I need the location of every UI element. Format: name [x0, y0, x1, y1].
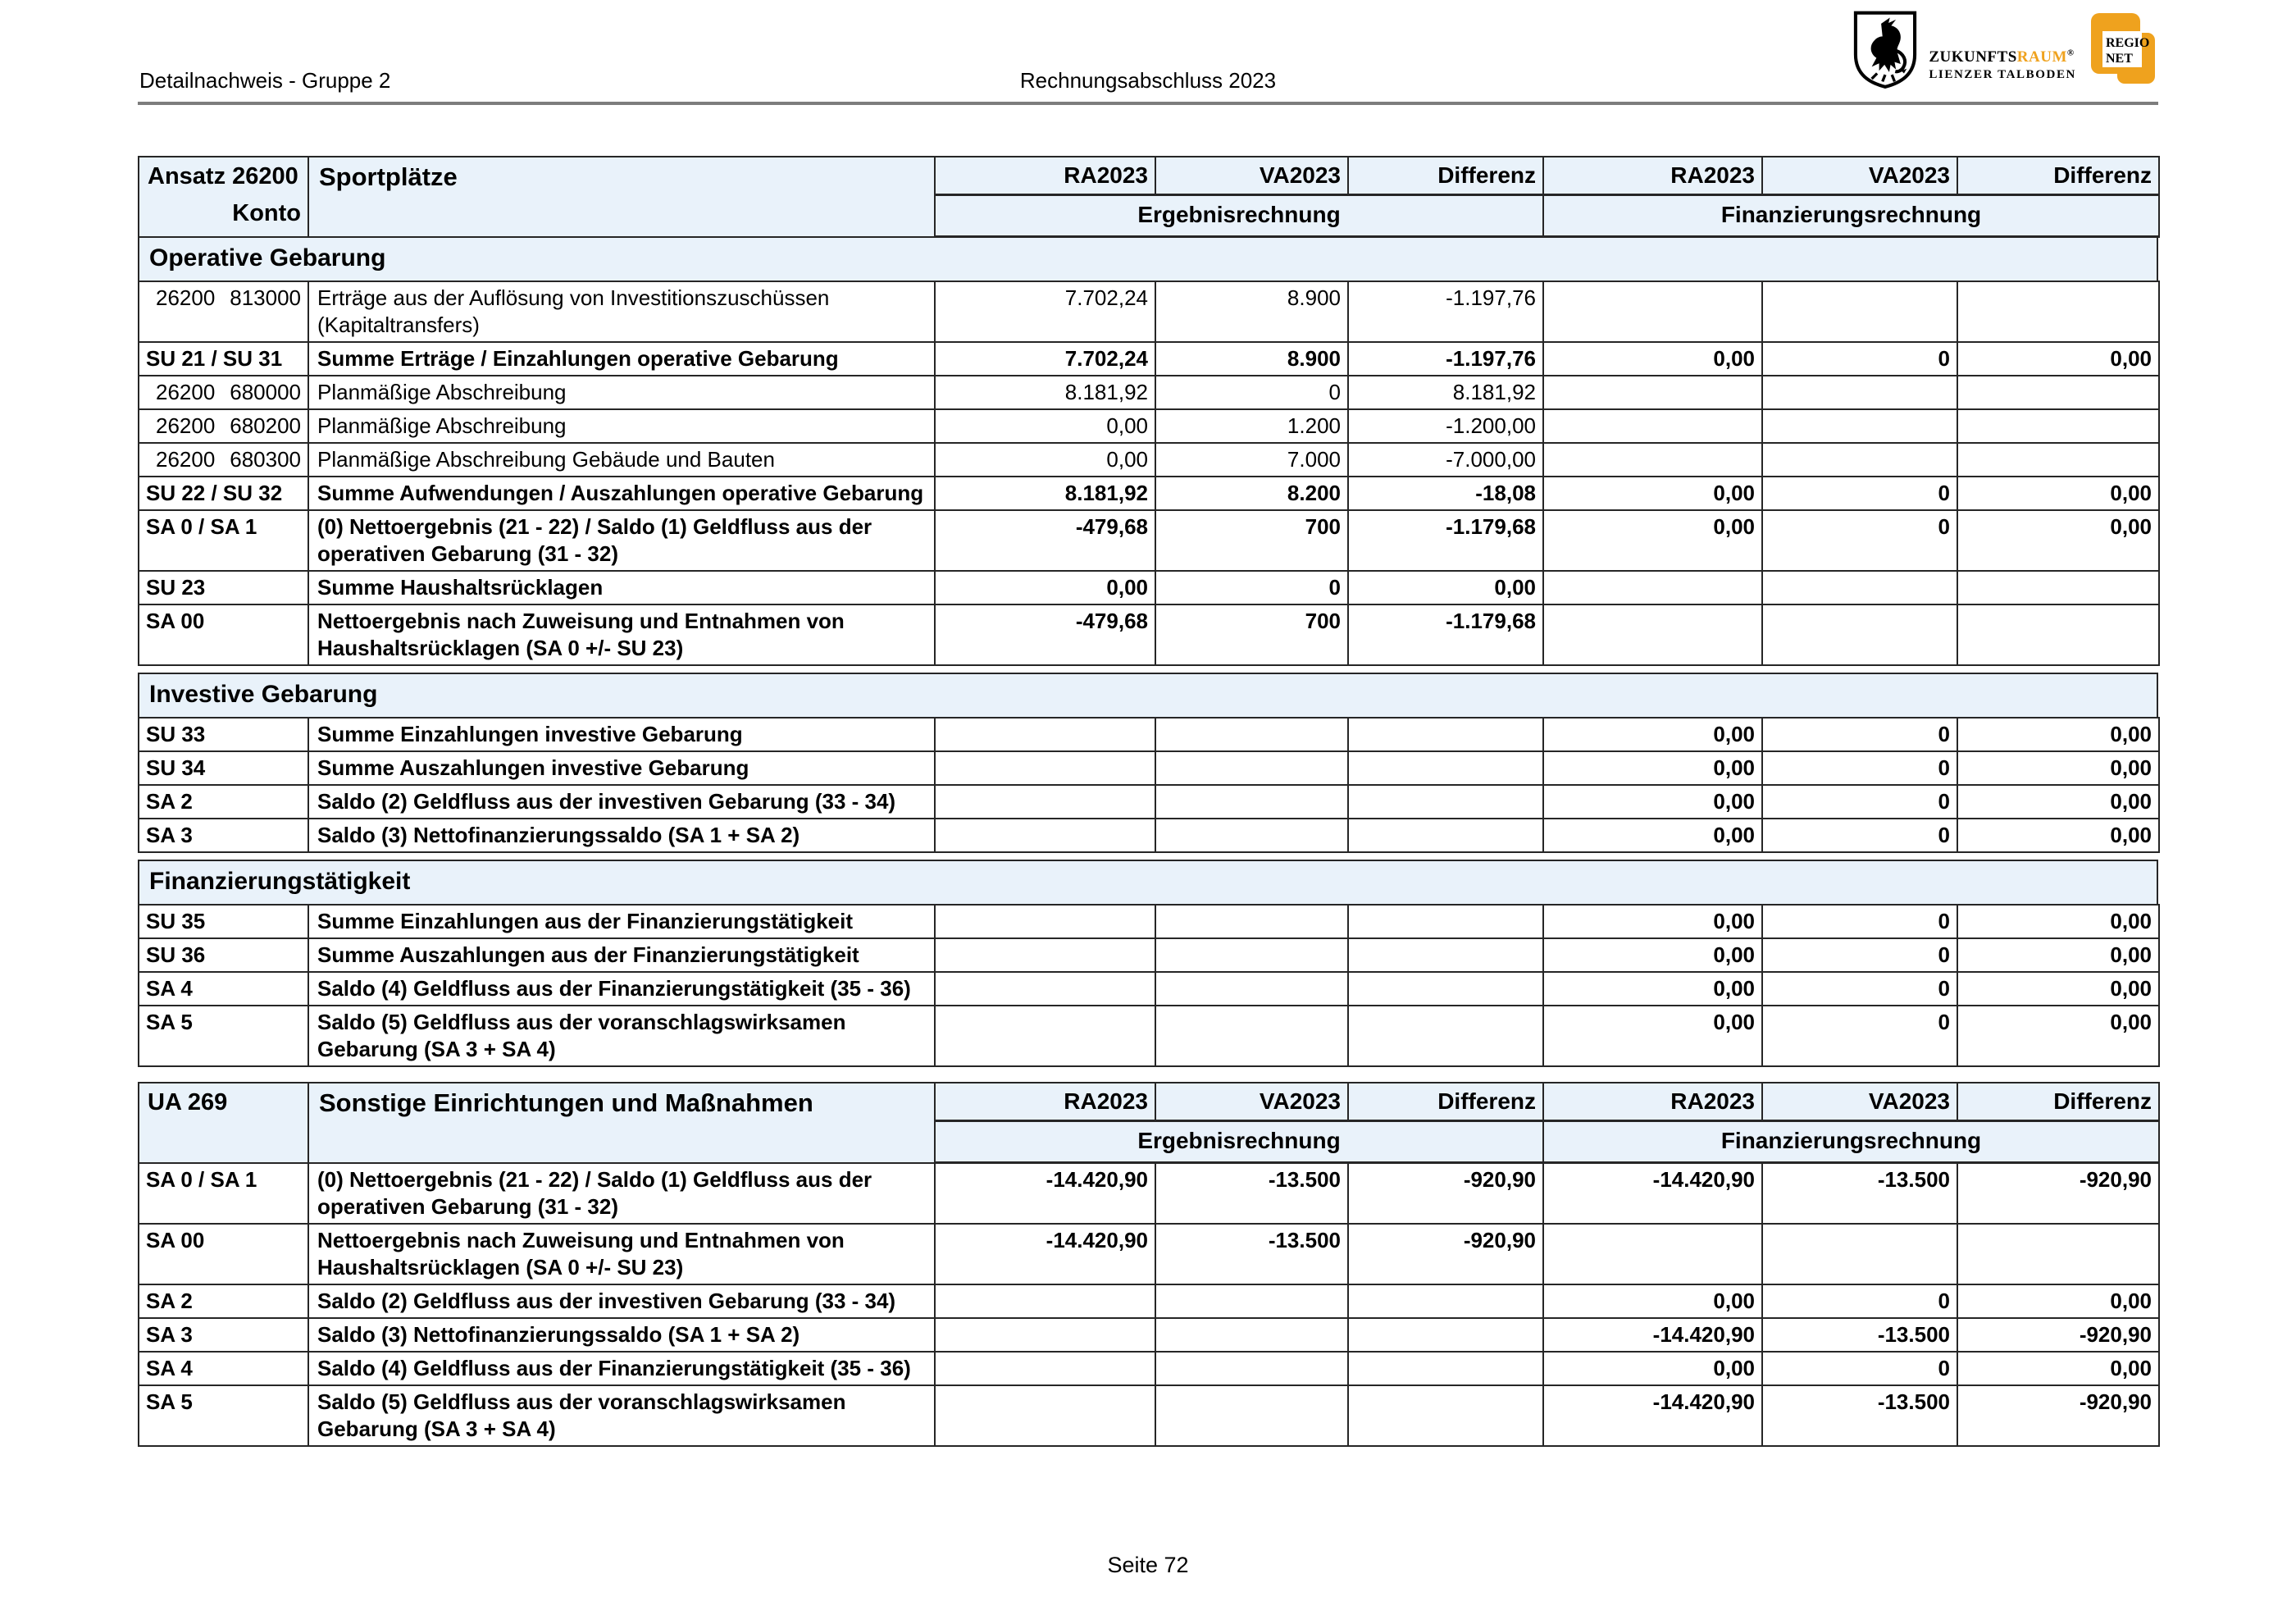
value-cell: 8.900	[1155, 281, 1348, 342]
value-cell: 0,00	[1543, 1006, 1762, 1066]
value-cell	[1348, 785, 1543, 819]
code-cell: SA 00	[139, 1224, 308, 1284]
section-band-finanzierungstaetigkeit: Finanzierungstätigkeit	[138, 860, 2158, 906]
column-header-ra2023: RA2023	[1543, 1083, 1762, 1121]
value-cell: -14.420,90	[1543, 1385, 1762, 1446]
value-cell	[1155, 972, 1348, 1006]
value-cell	[1348, 718, 1543, 751]
value-cell: 0,00	[1957, 972, 2159, 1006]
code-cell: SA 00	[139, 604, 308, 665]
description-cell: Saldo (4) Geldfluss aus der Finanzierungstätigkeit (35 - 36)	[308, 972, 935, 1006]
value-cell: 8.181,92	[1348, 376, 1543, 409]
value-cell: 0,00	[1543, 477, 1762, 510]
value-cell: 0,00	[1543, 819, 1762, 852]
table-row	[139, 819, 2159, 852]
value-cell	[1155, 751, 1348, 785]
value-cell	[1762, 409, 1957, 443]
code-cell	[139, 409, 308, 443]
konto-number: 680000	[230, 380, 301, 404]
table2-header	[138, 1082, 2160, 1164]
table-row	[139, 1352, 2159, 1385]
table-row	[139, 376, 2159, 409]
description-cell: Planmäßige Abschreibung	[308, 376, 935, 409]
value-cell: 8.181,92	[935, 376, 1155, 409]
code-cell	[139, 376, 308, 409]
code-cell: SU 34	[139, 751, 308, 785]
value-cell	[1957, 604, 2159, 665]
value-cell: 0	[1762, 972, 1957, 1006]
value-cell: 700	[1155, 604, 1348, 665]
value-cell: 0,00	[1543, 938, 1762, 972]
brand-line-1: ZUKUNFTSRAUM®	[1929, 48, 2075, 66]
ua-label: UA 269	[148, 1089, 228, 1115]
value-cell	[1762, 281, 1957, 342]
code-cell: SA 4	[139, 1352, 308, 1385]
description-cell: Summe Einzahlungen aus der Finanzierungstätigkeit	[308, 905, 935, 938]
table-row	[139, 1006, 2159, 1066]
description-cell: Planmäßige Abschreibung	[308, 409, 935, 443]
value-cell: 0	[1762, 718, 1957, 751]
column-header-va2023: VA2023	[1762, 157, 1957, 195]
value-cell: 0,00	[1543, 905, 1762, 938]
value-cell: -14.420,90	[1543, 1318, 1762, 1352]
value-cell	[1348, 972, 1543, 1006]
value-cell: -1.197,76	[1348, 342, 1543, 376]
table-row	[139, 281, 2159, 342]
value-cell	[935, 938, 1155, 972]
coat-of-arms-icon	[1852, 8, 1919, 94]
value-cell: 7.702,24	[935, 342, 1155, 376]
table-row	[139, 785, 2159, 819]
value-cell	[1348, 905, 1543, 938]
value-cell	[935, 785, 1155, 819]
value-cell: 0	[1762, 342, 1957, 376]
value-cell: 0	[1762, 938, 1957, 972]
value-cell	[1762, 571, 1957, 604]
code-cell: SA 4	[139, 972, 308, 1006]
table-row	[139, 905, 2159, 938]
value-cell: 0,00	[1957, 905, 2159, 938]
konto-number: 813000	[230, 285, 301, 310]
value-cell	[1348, 1385, 1543, 1446]
description-cell: (0) Nettoergebnis (21 - 22) / Saldo (1) Geldfluss aus der operativen Gebarung (31 - 32)	[308, 510, 935, 571]
value-cell: 0,00	[1957, 938, 2159, 972]
table-title: Sportplätze	[308, 157, 935, 237]
value-cell: 0	[1762, 510, 1957, 571]
value-cell: 0	[1155, 571, 1348, 604]
value-cell: -14.420,90	[1543, 1163, 1762, 1224]
table-row	[139, 571, 2159, 604]
value-cell: 0,00	[1543, 510, 1762, 571]
code-cell: SA 0 / SA 1	[139, 1163, 308, 1224]
logo-group	[1852, 8, 2158, 94]
description-cell: Summe Erträge / Einzahlungen operative Gebarung	[308, 342, 935, 376]
table-row	[139, 938, 2159, 972]
value-cell: -13.500	[1155, 1163, 1348, 1224]
table-row	[139, 510, 2159, 571]
code-cell: SA 3	[139, 819, 308, 852]
value-cell: 0,00	[1957, 1352, 2159, 1385]
table-row	[139, 1163, 2159, 1224]
group-header-ergebnisrechnung: Ergebnisrechnung	[935, 195, 1543, 237]
value-cell: 0,00	[1348, 571, 1543, 604]
value-cell	[935, 905, 1155, 938]
table-row	[139, 1385, 2159, 1446]
table-row	[139, 972, 2159, 1006]
value-cell: 0	[1762, 819, 1957, 852]
value-cell	[1155, 819, 1348, 852]
table-row	[139, 1318, 2159, 1352]
value-cell	[1155, 1006, 1348, 1066]
page-header	[138, 0, 2158, 105]
description-cell: Summe Einzahlungen investive Gebarung	[308, 718, 935, 751]
table-title: Sonstige Einrichtungen und Maßnahmen	[308, 1083, 935, 1163]
value-cell: -920,90	[1348, 1163, 1543, 1224]
table-row	[139, 443, 2159, 477]
code-cell: SA 5	[139, 1006, 308, 1066]
description-cell: Summe Aufwendungen / Auszahlungen operative Gebarung	[308, 477, 935, 510]
value-cell: 0,00	[1543, 751, 1762, 785]
value-cell: -13.500	[1762, 1318, 1957, 1352]
table-row	[139, 342, 2159, 376]
value-cell: -13.500	[1155, 1224, 1348, 1284]
value-cell: 8.200	[1155, 477, 1348, 510]
value-cell: 0,00	[1543, 972, 1762, 1006]
table-row	[139, 718, 2159, 751]
ansatz-number: 26200	[156, 447, 216, 472]
konto-label: Konto	[232, 200, 301, 226]
value-cell: -18,08	[1348, 477, 1543, 510]
description-cell: Saldo (2) Geldfluss aus der investiven Gebarung (33 - 34)	[308, 785, 935, 819]
code-cell: SA 0 / SA 1	[139, 510, 308, 571]
value-cell: 0,00	[935, 409, 1155, 443]
value-cell: 0,00	[1957, 785, 2159, 819]
code-cell: SU 35	[139, 905, 308, 938]
value-cell	[1762, 604, 1957, 665]
ansatz-label: Ansatz 26200	[148, 163, 298, 189]
value-cell: -1.197,76	[1348, 281, 1543, 342]
code-cell: SU 21 / SU 31	[139, 342, 308, 376]
value-cell	[1957, 443, 2159, 477]
value-cell: 0,00	[1957, 718, 2159, 751]
value-cell: 0,00	[1543, 1284, 1762, 1318]
value-cell	[1155, 905, 1348, 938]
code-cell: SA 2	[139, 785, 308, 819]
value-cell	[1155, 785, 1348, 819]
value-cell	[1543, 443, 1762, 477]
value-cell: 0,00	[935, 571, 1155, 604]
value-cell: 0	[1762, 1352, 1957, 1385]
value-cell: 0,00	[1543, 785, 1762, 819]
description-cell: Summe Auszahlungen investive Gebarung	[308, 751, 935, 785]
value-cell: 0	[1762, 1006, 1957, 1066]
description-cell: Summe Auszahlungen aus der Finanzierungstätigkeit	[308, 938, 935, 972]
value-cell: -920,90	[1957, 1385, 2159, 1446]
value-cell: 0,00	[1543, 1352, 1762, 1385]
brand-line-2: LIENZER TALBODEN	[1929, 68, 2076, 81]
description-cell: Saldo (4) Geldfluss aus der Finanzierungstätigkeit (35 - 36)	[308, 1352, 935, 1385]
brand-wordmark	[1929, 20, 2076, 83]
value-cell: 0,00	[1543, 718, 1762, 751]
value-cell	[935, 1284, 1155, 1318]
value-cell	[1348, 819, 1543, 852]
value-cell	[935, 1385, 1155, 1446]
table-row	[139, 604, 2159, 665]
ua-header-cell	[139, 1083, 308, 1163]
ansatz-number: 26200	[156, 285, 216, 310]
code-cell: SA 3	[139, 1318, 308, 1352]
value-cell: 7.000	[1155, 443, 1348, 477]
column-header-differenz: Differenz	[1957, 157, 2159, 195]
value-cell: -920,90	[1348, 1224, 1543, 1284]
description-cell: Saldo (5) Geldfluss aus der voranschlagswirksamen Gebarung (SA 3 + SA 4)	[308, 1385, 935, 1446]
value-cell: -14.420,90	[935, 1224, 1155, 1284]
ansatz-number: 26200	[156, 380, 216, 404]
value-cell	[1543, 409, 1762, 443]
description-cell: Saldo (3) Nettofinanzierungssaldo (SA 1 + SA 2)	[308, 819, 935, 852]
value-cell	[1543, 1224, 1762, 1284]
ansatz-number: 26200	[156, 413, 216, 438]
page-divider	[138, 102, 2158, 105]
value-cell	[1957, 409, 2159, 443]
regionet-text-2: NET	[2106, 52, 2133, 66]
value-cell	[1155, 718, 1348, 751]
value-cell	[1155, 1284, 1348, 1318]
value-cell: -920,90	[1957, 1163, 2159, 1224]
regionet-logo	[2086, 11, 2158, 91]
value-cell	[1957, 376, 2159, 409]
value-cell: -920,90	[1957, 1318, 2159, 1352]
value-cell	[1957, 1224, 2159, 1284]
column-header-va2023: VA2023	[1155, 1083, 1348, 1121]
code-cell: SU 23	[139, 571, 308, 604]
description-cell: Nettoergebnis nach Zuweisung und Entnahmen von Haushaltsrücklagen (SA 0 +/- SU 23)	[308, 1224, 935, 1284]
group-header-finanzierungsrechnung: Finanzierungsrechnung	[1543, 1121, 2159, 1163]
column-header-differenz: Differenz	[1348, 1083, 1543, 1121]
value-cell: -13.500	[1762, 1385, 1957, 1446]
value-cell: 0,00	[1957, 342, 2159, 376]
value-cell: 0,00	[1957, 751, 2159, 785]
description-cell: Nettoergebnis nach Zuweisung und Entnahmen von Haushaltsrücklagen (SA 0 +/- SU 23)	[308, 604, 935, 665]
value-cell	[1543, 376, 1762, 409]
value-cell: -13.500	[1762, 1163, 1957, 1224]
value-cell: -1.200,00	[1348, 409, 1543, 443]
value-cell	[1957, 281, 2159, 342]
value-cell	[935, 1352, 1155, 1385]
column-header-va2023: VA2023	[1762, 1083, 1957, 1121]
code-cell: SA 5	[139, 1385, 308, 1446]
value-cell: 7.702,24	[935, 281, 1155, 342]
table2-rows	[138, 1162, 2160, 1447]
value-cell	[1155, 1385, 1348, 1446]
value-cell	[1348, 1318, 1543, 1352]
description-cell: Summe Haushaltsrücklagen	[308, 571, 935, 604]
value-cell	[1543, 281, 1762, 342]
value-cell	[935, 819, 1155, 852]
value-cell	[935, 1318, 1155, 1352]
description-cell: Planmäßige Abschreibung Gebäude und Bauten	[308, 443, 935, 477]
value-cell	[1348, 751, 1543, 785]
value-cell: -1.179,68	[1348, 510, 1543, 571]
value-cell: -7.000,00	[1348, 443, 1543, 477]
value-cell	[1348, 1284, 1543, 1318]
table1-section2-rows	[138, 717, 2160, 853]
column-header-ra2023: RA2023	[935, 1083, 1155, 1121]
value-cell: 0,00	[1957, 1284, 2159, 1318]
table1-header	[138, 156, 2160, 238]
value-cell	[935, 718, 1155, 751]
report-section-title: Detailnachweis - Gruppe 2	[139, 68, 391, 93]
table-row	[139, 1224, 2159, 1284]
konto-number: 680200	[230, 413, 301, 438]
table1-section3-rows	[138, 904, 2160, 1067]
value-cell: 0,00	[1543, 342, 1762, 376]
code-cell: SU 36	[139, 938, 308, 972]
value-cell	[1543, 571, 1762, 604]
value-cell: -479,68	[935, 510, 1155, 571]
value-cell	[1348, 1006, 1543, 1066]
column-header-differenz: Differenz	[1348, 157, 1543, 195]
value-cell: 0	[1762, 751, 1957, 785]
table-row	[139, 1284, 2159, 1318]
value-cell: 0,00	[1957, 510, 2159, 571]
value-cell	[1155, 1352, 1348, 1385]
regionet-text-1: REGIO	[2106, 36, 2150, 50]
value-cell	[1957, 571, 2159, 604]
value-cell: 8.900	[1155, 342, 1348, 376]
value-cell: 0	[1762, 477, 1957, 510]
value-cell	[1543, 604, 1762, 665]
code-cell: SU 33	[139, 718, 308, 751]
description-cell: Saldo (3) Nettofinanzierungssaldo (SA 1 + SA 2)	[308, 1318, 935, 1352]
report-title: Rechnungsabschluss 2023	[1019, 68, 1277, 93]
value-cell: 8.181,92	[935, 477, 1155, 510]
code-cell: SU 22 / SU 32	[139, 477, 308, 510]
column-header-ra2023: RA2023	[1543, 157, 1762, 195]
value-cell	[1762, 443, 1957, 477]
code-cell	[139, 443, 308, 477]
value-cell	[935, 751, 1155, 785]
column-header-differenz: Differenz	[1957, 1083, 2159, 1121]
value-cell	[935, 1006, 1155, 1066]
value-cell: 1.200	[1155, 409, 1348, 443]
value-cell: -479,68	[935, 604, 1155, 665]
value-cell	[1155, 938, 1348, 972]
table1-section1-rows	[138, 281, 2160, 666]
table-row	[139, 477, 2159, 510]
table-row	[139, 409, 2159, 443]
description-cell: Saldo (2) Geldfluss aus der investiven Gebarung (33 - 34)	[308, 1284, 935, 1318]
section-band-operative-gebarung: Operative Gebarung	[138, 236, 2158, 282]
value-cell	[1762, 376, 1957, 409]
value-cell	[935, 972, 1155, 1006]
page-number: Seite 72	[1107, 1553, 1189, 1577]
value-cell: 0,00	[935, 443, 1155, 477]
value-cell: -14.420,90	[935, 1163, 1155, 1224]
code-cell: SA 2	[139, 1284, 308, 1318]
ansatz-konto-header-cell	[139, 157, 308, 237]
value-cell: 0	[1762, 785, 1957, 819]
table-row	[139, 751, 2159, 785]
group-header-finanzierungsrechnung: Finanzierungsrechnung	[1543, 195, 2159, 237]
description-cell: Erträge aus der Auflösung von Investitionszuschüssen (Kapitaltransfers)	[308, 281, 935, 342]
code-cell	[139, 281, 308, 342]
konto-number: 680300	[230, 447, 301, 472]
value-cell: 0	[1155, 376, 1348, 409]
value-cell: -1.179,68	[1348, 604, 1543, 665]
value-cell: 0,00	[1957, 477, 2159, 510]
description-cell: (0) Nettoergebnis (21 - 22) / Saldo (1) Geldfluss aus der operativen Gebarung (31 - 32)	[308, 1163, 935, 1224]
value-cell: 0,00	[1957, 819, 2159, 852]
value-cell: 700	[1155, 510, 1348, 571]
column-header-ra2023: RA2023	[935, 157, 1155, 195]
section-band-investive-gebarung: Investive Gebarung	[138, 673, 2158, 718]
value-cell	[1348, 1352, 1543, 1385]
page-content	[138, 0, 2158, 1447]
value-cell: 0	[1762, 905, 1957, 938]
description-cell: Saldo (5) Geldfluss aus der voranschlagswirksamen Gebarung (SA 3 + SA 4)	[308, 1006, 935, 1066]
konto-label	[139, 1119, 308, 1131]
column-header-va2023: VA2023	[1155, 157, 1348, 195]
value-cell: 0,00	[1957, 1006, 2159, 1066]
value-cell	[1762, 1224, 1957, 1284]
value-cell	[1348, 938, 1543, 972]
value-cell: 0	[1762, 1284, 1957, 1318]
value-cell	[1155, 1318, 1348, 1352]
group-header-ergebnisrechnung: Ergebnisrechnung	[935, 1121, 1543, 1163]
